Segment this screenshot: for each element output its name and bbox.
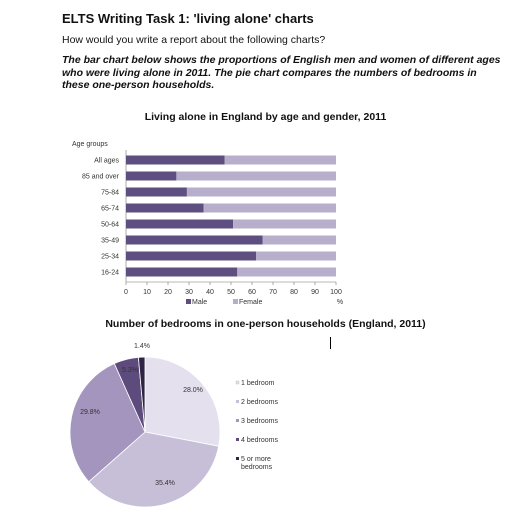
pie-chart	[70, 343, 278, 507]
bar-male	[126, 204, 204, 213]
pie-legend-label: 2 bedrooms	[241, 399, 278, 406]
bar-chart-title: Living alone in England by age and gender, 2011	[144, 111, 387, 123]
bar-male	[126, 172, 176, 181]
pie-legend-swatch	[236, 400, 239, 403]
pie-value-label: 28.0%	[183, 387, 203, 394]
task-description: The bar chart below shows the proportions of English men and women of different ages who were living alone in 2011. The pie chart compares the numbers of bedrooms in these one-person households.	[62, 54, 501, 91]
bar-male	[126, 220, 233, 229]
category-label: 50-64	[101, 221, 119, 229]
x-tick-label: 50	[227, 289, 235, 296]
x-tick-label: 70	[269, 289, 277, 296]
x-tick-label: 40	[206, 289, 214, 296]
x-axis-unit: %	[336, 299, 344, 306]
bar-chart	[72, 141, 343, 306]
pie-legend-label: 3 bedrooms	[241, 418, 278, 425]
text-cursor	[330, 337, 331, 349]
bar-female	[176, 172, 336, 181]
category-label: 85 and over	[82, 173, 119, 181]
pie-value-label: 5.3%	[122, 367, 138, 374]
legend-swatch-female	[233, 299, 238, 304]
question-text: How would you write a report about the following charts?	[62, 34, 326, 46]
pie-value-label: 1.4%	[134, 343, 150, 350]
x-tick-label: 60	[248, 289, 256, 296]
bar-female	[233, 220, 336, 229]
bar-female	[256, 252, 336, 261]
x-tick-label: 90	[311, 289, 319, 296]
x-tick-label: 80	[290, 289, 298, 296]
legend-label-female: Female	[239, 299, 263, 306]
pie-chart-title: Number of bedrooms in one-person households (England, 2011)	[105, 318, 426, 330]
y-axis-label: Age groups	[72, 141, 108, 148]
x-tick-label: 30	[185, 289, 193, 296]
bar-male	[126, 252, 256, 261]
pie-legend-label: bedrooms	[241, 464, 273, 471]
category-label: 65-74	[101, 205, 119, 213]
bar-male	[126, 268, 237, 277]
category-label: 75-84	[101, 189, 119, 197]
pie-legend-swatch	[236, 381, 239, 384]
bar-female	[187, 188, 336, 197]
category-label: 25-34	[101, 253, 119, 261]
pie-legend-label: 4 bedrooms	[241, 437, 278, 444]
bar-male	[126, 156, 225, 165]
pie-legend-label: 1 bedroom	[241, 380, 275, 387]
bar-female	[263, 236, 337, 245]
x-tick-label: 0	[124, 289, 128, 296]
bar-female	[225, 156, 336, 165]
category-label: 35-49	[101, 237, 119, 245]
pie-value-label: 35.4%	[155, 480, 175, 487]
bar-male	[126, 236, 263, 245]
pie-legend-label: 5 or more	[241, 456, 271, 463]
pie-legend-swatch	[236, 438, 239, 441]
bar-male	[126, 188, 187, 197]
legend-label-male: Male	[192, 299, 208, 306]
page-title: ELTS Writing Task 1: 'living alone' charts	[62, 11, 314, 26]
x-tick-label: 100	[330, 289, 342, 296]
pie-slice	[145, 357, 220, 446]
x-tick-label: 10	[143, 289, 151, 296]
pie-value-label: 29.8%	[80, 409, 100, 416]
pie-legend-swatch	[236, 457, 239, 460]
pie-legend-swatch	[236, 419, 239, 422]
category-label: 16-24	[101, 269, 119, 277]
bar-female	[237, 268, 336, 277]
category-label: All ages	[94, 157, 119, 165]
bar-female	[204, 204, 336, 213]
x-tick-label: 20	[164, 289, 172, 296]
legend-swatch-male	[186, 299, 191, 304]
